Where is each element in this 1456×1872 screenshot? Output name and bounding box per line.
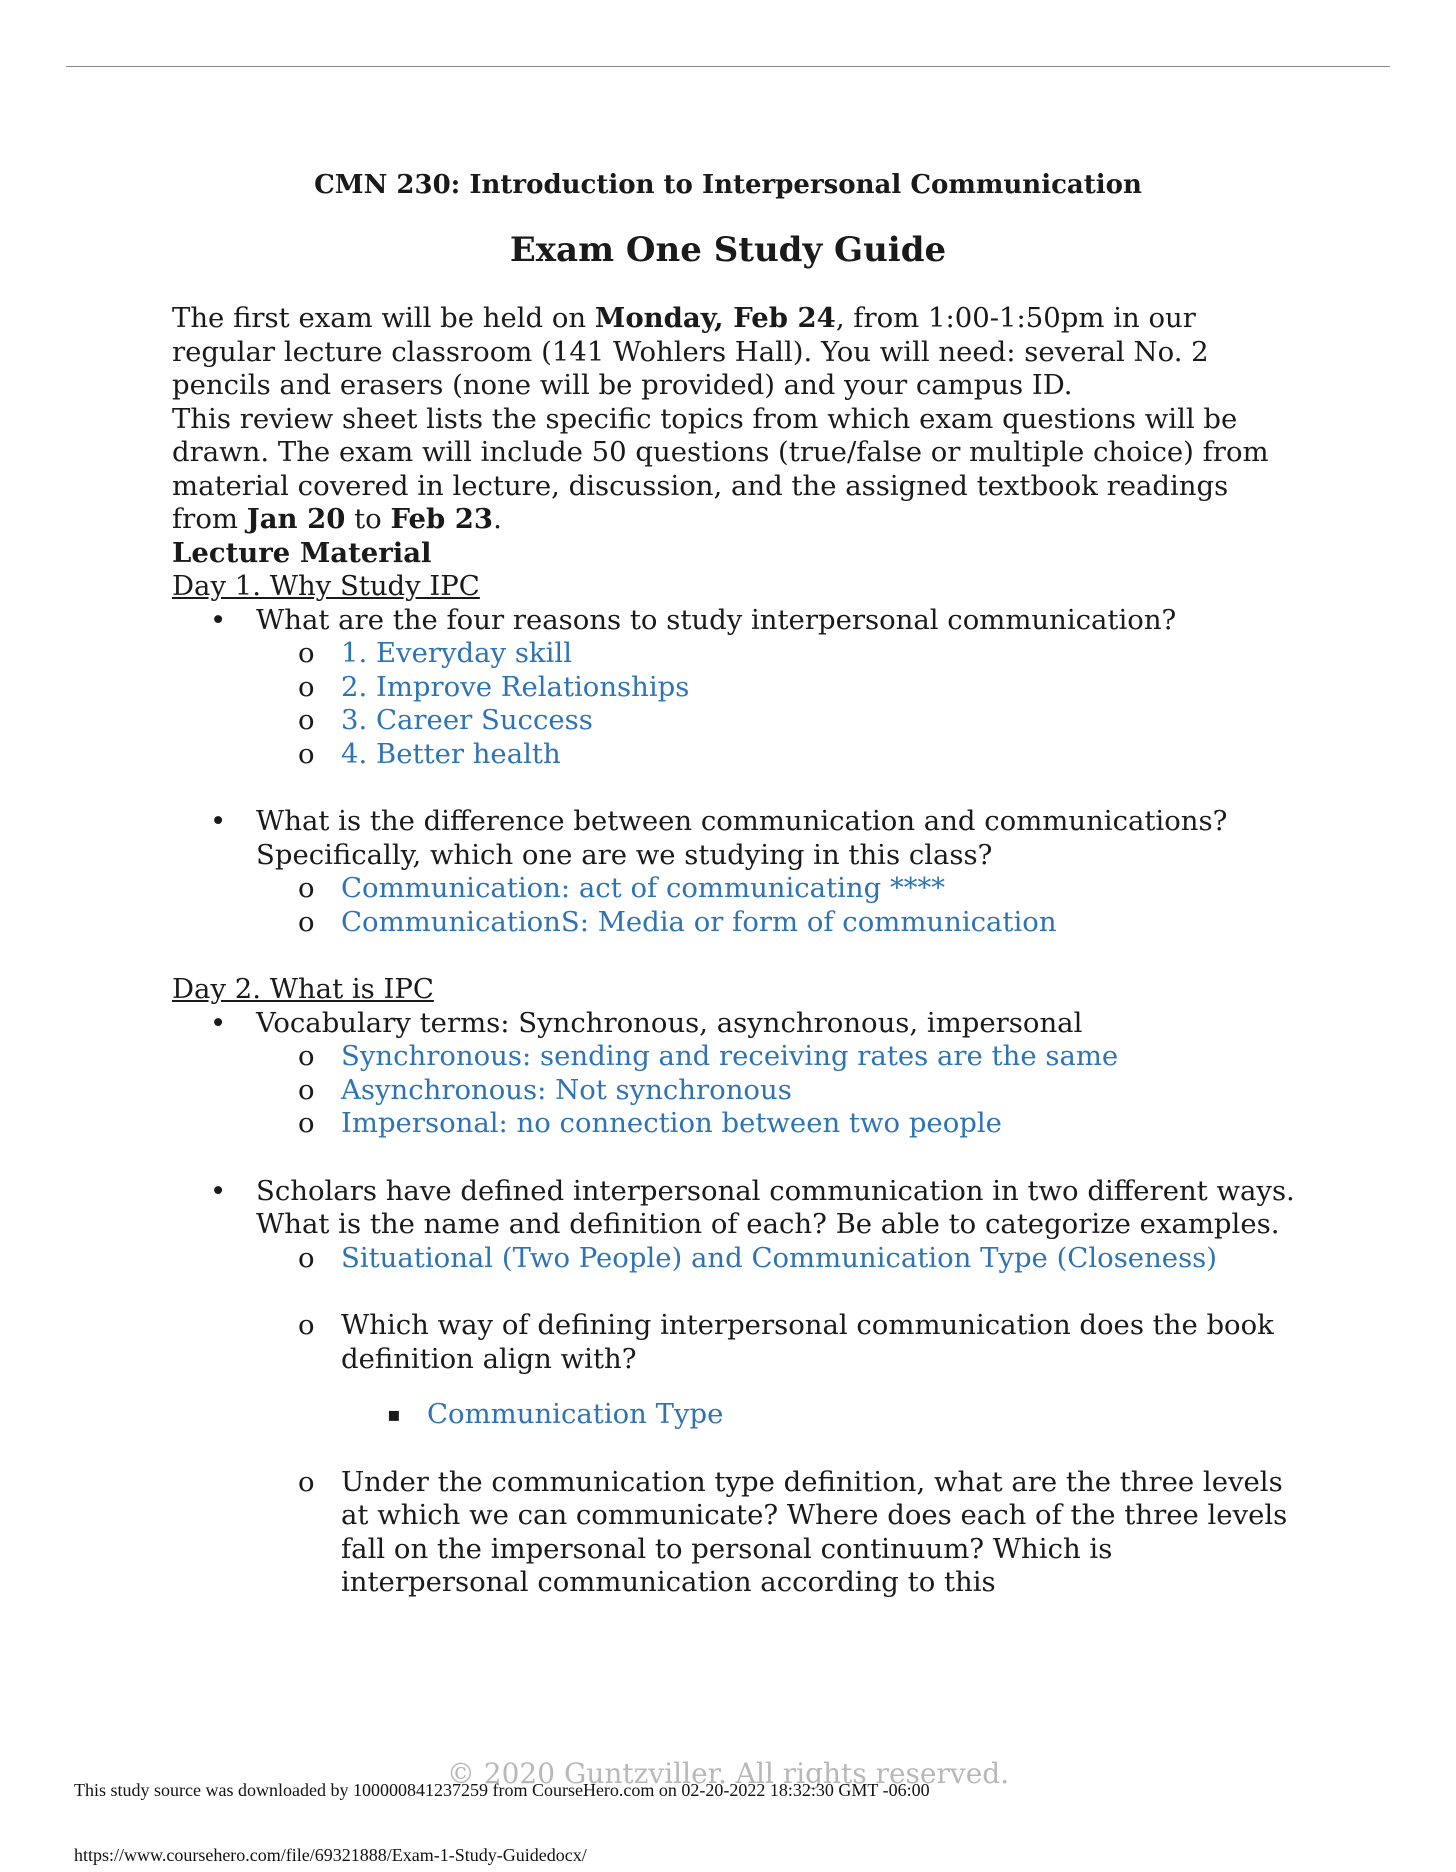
- course-title: CMN 230: Introduction to Interpersonal Communication: [314, 170, 1142, 200]
- day1-heading: Day 1. Why Study IPC: [172, 570, 480, 602]
- readings-end-date: Feb 23: [390, 503, 494, 535]
- circle-marker: o: [298, 704, 315, 736]
- list-item: [256, 1309, 1302, 1432]
- question-text: Vocabulary terms: Synchronous, asynchronous, impersonal: [256, 1006, 1083, 1039]
- intro-paragraph-scope: This review sheet lists the specific topics from which exam questions will be drawn. The exam will include 50 questions (true/false or multiple choice) from material covered in lecture, discussion, and the assigned textbook readings from Jan 20 to Feb 23.: [172, 402, 1269, 535]
- bullet-marker: •: [210, 1174, 227, 1207]
- circle-marker: o: [298, 670, 315, 703]
- document-body: [172, 302, 1302, 1600]
- circle-marker: o: [298, 1040, 315, 1072]
- bullet-marker: •: [210, 805, 227, 837]
- list-item: [256, 738, 1302, 772]
- list-item: [256, 1040, 1302, 1074]
- sub-question-text: Under the communication type definition, what are the three levels at which we can communicate? Where does each of the three levels fall on the impersonal to personal continuum? Which is interpersonal communication according to this: [341, 1465, 1288, 1598]
- source-url[interactable]: https://www.coursehero.com/file/69321888/Exam-1-Study-Guidedocx/: [74, 1845, 587, 1865]
- square-marker: ▪: [387, 1402, 401, 1426]
- list-item: [172, 805, 1302, 939]
- list-item: [172, 604, 1302, 772]
- answer-text: Communication: act of communicating ****: [341, 872, 945, 904]
- answer-list: [256, 1040, 1302, 1141]
- list-item: [256, 906, 1302, 940]
- download-source-note: This study source was downloaded by 100000841237259 from CourseHero.com on 02-20-2022 18:32:30 GMT -06:00: [74, 1780, 930, 1800]
- intro-paragraph-exam-info: The first exam will be held on Monday, Feb 24, from 1:00-1:50pm in our regular lecture classroom (141 Wohlers Hall). You will need: several No. 2 pencils and erasers (none will be provided) and your campus ID.: [172, 302, 1209, 401]
- question-text: What are the four reasons to study interpersonal communication?: [256, 603, 1177, 636]
- circle-marker: o: [298, 637, 315, 669]
- answer-text: 4. Better health: [341, 737, 561, 770]
- list-item: [256, 1107, 1302, 1141]
- circle-marker: o: [298, 1073, 315, 1106]
- list-item: [256, 1242, 1302, 1276]
- circle-marker: o: [298, 1309, 315, 1341]
- circle-marker: o: [298, 1241, 315, 1274]
- list-item: [256, 671, 1302, 705]
- answer-text: Synchronous: sending and receiving rates are the same: [341, 1040, 1119, 1072]
- day2-question-list: [172, 1007, 1302, 1600]
- answer-text: Impersonal: no connection between two people: [341, 1107, 1002, 1139]
- exam-date: Monday, Feb 24: [594, 302, 836, 334]
- bullet-marker: •: [210, 1006, 227, 1039]
- header-rule: [66, 66, 1390, 67]
- list-item: [341, 1398, 1302, 1432]
- readings-start-date: Jan 20: [246, 503, 346, 535]
- circle-marker: o: [298, 1465, 315, 1498]
- answer-list: [256, 637, 1302, 771]
- answer-text: 1. Everyday skill: [341, 637, 572, 669]
- answer-text: 3. Career Success: [341, 704, 593, 736]
- answer-text: Asynchronous: Not synchronous: [341, 1073, 792, 1106]
- bullet-marker: •: [210, 603, 227, 636]
- list-item: [256, 1074, 1302, 1108]
- list-item: [256, 704, 1302, 738]
- answer-list: [341, 1398, 1302, 1432]
- list-item: [256, 872, 1302, 906]
- circle-marker: o: [298, 905, 315, 938]
- document-title: Exam One Study Guide: [509, 230, 947, 270]
- answer-list: [256, 872, 1302, 939]
- question-text: What is the difference between communication and communications? Specifically, which one are we studying in this class?: [256, 805, 1228, 871]
- day1-question-list: [172, 604, 1302, 940]
- answer-text: Communication Type: [427, 1398, 724, 1430]
- copyright-watermark: © 2020 Guntzviller. All rights reserved.: [446, 1757, 1010, 1790]
- list-item: [172, 1175, 1302, 1600]
- list-item: [256, 1466, 1302, 1600]
- circle-marker: o: [298, 1107, 315, 1139]
- answer-text: 2. Improve Relationships: [341, 670, 690, 703]
- circle-marker: o: [298, 872, 315, 904]
- day2-heading: Day 2. What is IPC: [172, 973, 434, 1005]
- question-text: Scholars have defined interpersonal communication in two different ways. What is the name and definition of each? Be able to categorize examples.: [256, 1174, 1295, 1240]
- list-item: [256, 637, 1302, 671]
- list-item: [172, 1007, 1302, 1141]
- answer-list: [256, 1242, 1302, 1600]
- answer-text: CommunicationS: Media or form of communication: [341, 905, 1057, 938]
- sub-question-text: Which way of defining interpersonal communication does the book definition align with?: [341, 1309, 1274, 1375]
- section-heading-lecture-material: Lecture Material: [172, 536, 432, 569]
- answer-text: Situational (Two People) and Communication Type (Closeness): [341, 1241, 1218, 1274]
- circle-marker: o: [298, 737, 315, 770]
